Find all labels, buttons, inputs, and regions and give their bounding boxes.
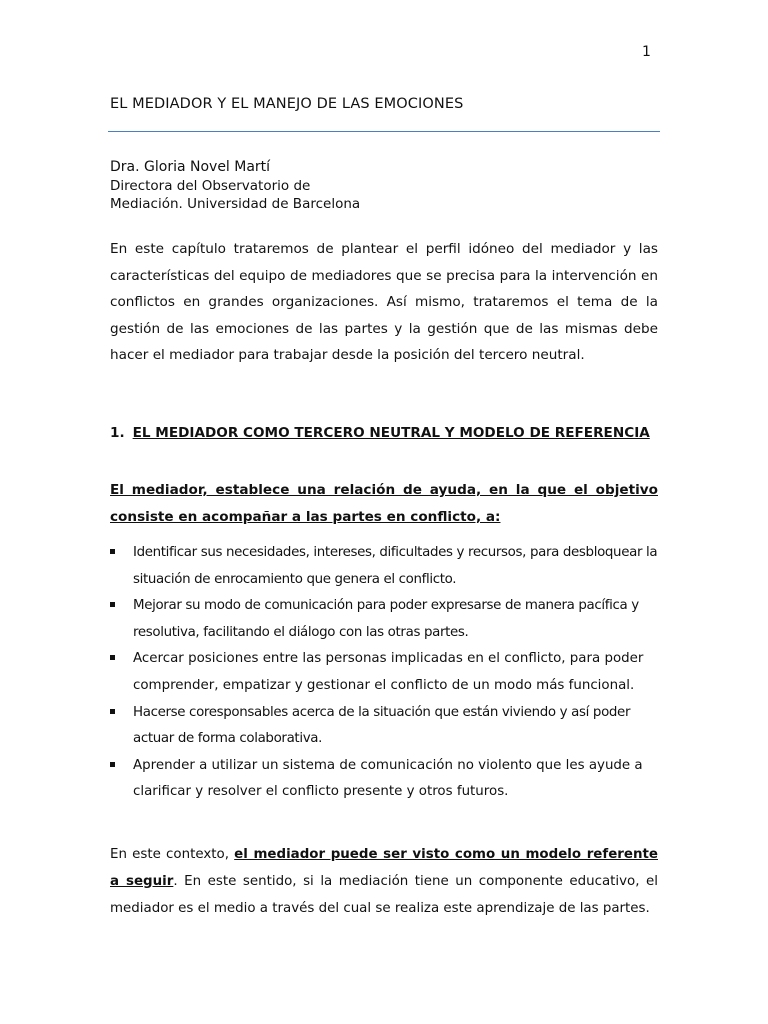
closing-emphasis: el mediador puede ser visto como un modelo referente a seguir [110, 847, 658, 889]
bullet-square-icon [110, 655, 115, 660]
list-item [110, 753, 658, 806]
list-item-text: Identificar sus necesidades, intereses, dificultades y recursos, para desbloquear la situación de enrocamiento que genera el conflicto. [133, 545, 658, 587]
bullet-square-icon [110, 549, 115, 554]
closing-paragraph [110, 842, 658, 922]
bullet-square-icon [110, 762, 115, 767]
objectives-list [110, 540, 658, 806]
closing-suffix: . En este sentido, si la mediación tiene un componente educativo, el mediador es el medio a través del cual se realiza este aprendizaje de las partes. [110, 873, 658, 916]
section-heading-text: EL MEDIADOR COMO TERCERO NEUTRAL Y MODELO DE REFERENCIA [132, 425, 650, 441]
author-affiliation-line-1: Directora del Observatorio de [110, 178, 311, 194]
section-lead-paragraph: El mediador, establece una relación de ayuda, en la que el objetivo consiste en acompañar a las partes en conflicto, a: [110, 482, 658, 525]
bullet-square-icon [110, 602, 115, 607]
title-divider [108, 131, 660, 132]
list-item [110, 646, 658, 699]
author-name: Dra. Gloria Novel Martí [110, 159, 271, 175]
intro-paragraph: En este capítulo trataremos de plantear el perfil idóneo del mediador y las características del equipo de mediadores que se precisa para la intervención en conflictos en grandes organizaciones. Así mismo, trataremos el tema de la gestión de las emociones de las partes y la gestión que de las mismas debe hacer el mediador para trabajar desde la posición del tercero neutral. [110, 241, 658, 363]
list-item-text: Hacerse coresponsables acerca de la situación que están viviendo y así poder actuar de forma colaborativa. [133, 704, 631, 747]
section-number: 1. [110, 425, 125, 441]
list-item [110, 593, 658, 646]
list-item-text: Aprender a utilizar un sistema de comunicación no violento que les ayude a clarificar y resolver el conflicto presente y otros futuros. [133, 757, 643, 800]
closing-prefix: En este contexto, [110, 847, 235, 862]
list-item [110, 540, 658, 593]
document-title: EL MEDIADOR Y EL MANEJO DE LAS EMOCIONES [110, 96, 464, 112]
page-number: 1 [642, 44, 651, 60]
list-item-text: Mejorar su modo de comunicación para poder expresarse de manera pacífica y resolutiva, facilitando el diálogo con las otras partes. [133, 598, 639, 640]
list-item [110, 700, 658, 753]
section-heading [110, 425, 650, 441]
list-item-text: Acercar posiciones entre las personas implicadas en el conflicto, para poder comprender, empatizar y gestionar el conflicto de un modo más funcional. [133, 651, 644, 693]
author-affiliation-line-2: Mediación. Universidad de Barcelona [110, 196, 361, 212]
bullet-square-icon [110, 709, 115, 714]
